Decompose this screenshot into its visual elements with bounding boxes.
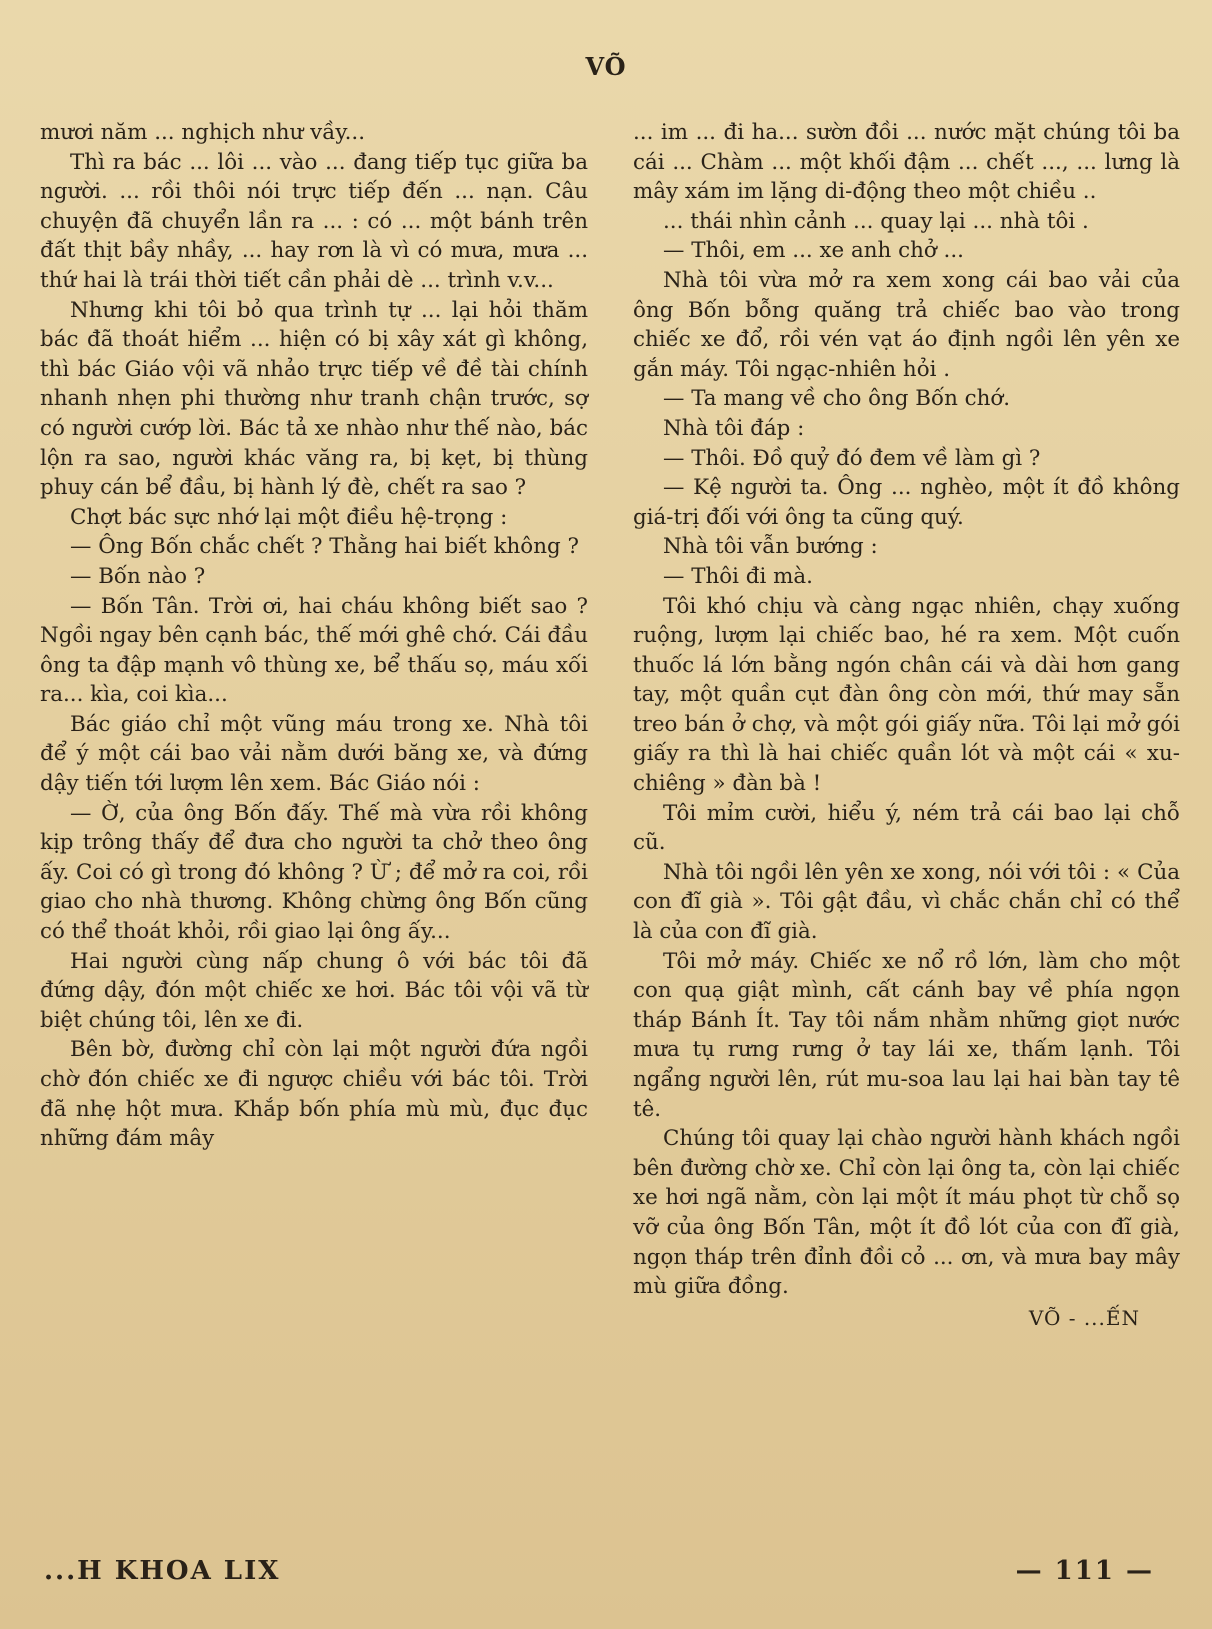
paragraph: Hai người cùng nấp chung ô với bác tôi đã đứng dậy, đón một chiếc xe hơi. Bác tôi vội vã từ biệt chúng tôi, lên xe đi. <box>40 948 588 1033</box>
paragraph: Tôi khó chịu và càng ngạc nhiên, chạy xuống ruộng, lượm lại chiếc bao, hé ra xem. Một cuốn thuốc lá lớn bằng ngón chân cái và dài hơn gang tay, một quần cụt đàn ông còn mới, thứ may sẵn treo bán ở chợ, và một gói giấy nữa. Tôi lại mở gói giấy ra thì là hai chiếc quần lót và một cái « xu-chiêng » đàn bà ! <box>633 593 1180 797</box>
paragraph: — Thôi đi mà. <box>663 563 813 589</box>
paragraph: — Kệ người ta. Ông ... nghèo, một ít đồ không giá-trị đối với ông ta cũng quý. <box>633 475 1180 530</box>
paragraph: Nhà tôi vừa mở ra xem xong cái bao vải của ông Bốn bỗng quăng trả chiếc bao vào trong chiếc xe đổ, rồi vén vạt áo định ngồi lên yên xe gắn máy. Tôi ngạc-nhiên hỏi . <box>633 267 1180 382</box>
paragraph: Tôi mỉm cười, hiểu ý, ném trả cái bao lại chỗ cũ. <box>633 800 1180 856</box>
right-column <box>633 118 1180 1333</box>
paragraph: ... im ... đi ha... sườn đồi ... nước mặt chúng tôi ba cái ... Chàm ... một khối đậm ... chết ..., ... lưng là mây xám im lặng di-động theo một chiều .. <box>633 120 1180 205</box>
paragraph: — Ta mang về cho ông Bốn chớ. <box>663 386 1011 412</box>
page-number: — 111 — <box>1015 1556 1154 1586</box>
paragraph: — Bốn nào ? <box>70 563 206 589</box>
paragraph: Nhà tôi đáp : <box>663 415 805 441</box>
paragraph: Thì ra bác ... lôi ... vào ... đang tiếp tục giữa ba người. ... rồi thôi nói trực tiếp đến ... nạn. Câu chuyện đã chuyển lần ra ... : có ... một bánh trên đất thịt bầy nhầy, ... hay rơn là vì có mưa, mưa ... thứ hai là trái thời tiết cần phải dè ... trình v.v... <box>40 149 588 293</box>
paragraph: Bên bờ, đường chỉ còn lại một người đứa ngồi chờ đón chiếc xe đi ngược chiều với bác tôi. Trời đã nhẹ hột mưa. Khắp bốn phía mù mù, đục đục những đám mây <box>40 1037 588 1152</box>
paragraph: — Thôi. Đồ quỷ đó đem về làm gì ? <box>663 445 1041 471</box>
paragraph: Nhà tôi ngồi lên yên xe xong, nói với tôi : « Của con đĩ già ». Tôi gật đầu, vì chắc chắn chỉ có thể là của con đĩ già. <box>633 859 1180 945</box>
paragraph: Bác giáo chỉ một vũng máu trong xe. Nhà tôi để ý một cái bao vải nằm dưới băng xe, và đứng dậy tiến tới lượm lên xem. Bác Giáo nói : <box>40 711 588 797</box>
paragraph: — Thôi, em ... xe anh chở ... <box>663 238 964 264</box>
magazine-name: ...H KHOA LIX <box>44 1556 281 1586</box>
paragraph: Chợt bác sực nhớ lại một điều hệ-trọng : <box>70 504 508 530</box>
left-column <box>40 118 588 1154</box>
running-head: VÕ <box>585 52 627 81</box>
paragraph: mươi năm ... nghịch như vầy... <box>40 120 365 145</box>
paragraph: Nhưng khi tôi bỏ qua trình tự ... lại hỏi thăm bác đã thoát hiểm ... hiện có bị xây xát gì không, thì bác Giáo vội vã nhảo trực tiếp về đề tài chính nhanh nhẹn phi thường như tranh chận trước, sợ có người cướp lời. Bác tả xe nhào như thế nào, bác lộn ra sao, người khác văng ra, bị kẹt, bị thùng phuy cán bể đầu, bị hành lý đè, chết ra sao ? <box>40 297 588 501</box>
paragraph: — Bốn Tân. Trời ơi, hai cháu không biết sao ? Ngồi ngay bên cạnh bác, thế mới ghê chớ. Cái đầu ông ta đập mạnh vô thùng xe, bể thấu sọ, máu xối ra... kìa, coi kìa... <box>40 593 588 708</box>
paragraph: ... thái nhìn cảnh ... quay lại ... nhà tôi . <box>663 208 1089 234</box>
paragraph: Nhà tôi vẫn bướng : <box>663 534 878 560</box>
paragraph: Chúng tôi quay lại chào người hành khách ngồi bên đường chờ xe. Chỉ còn lại ông ta, còn lại chiếc xe hơi ngã nằm, còn lại một ít máu phọt từ chỗ sọ vỡ của ông Bốn Tân, một ít đồ lót của con đĩ già, ngọn tháp trên đỉnh đồi cỏ ... ơn, và mưa bay mây mù giữa đồng. <box>633 1126 1180 1300</box>
paragraph: Tôi mở máy. Chiếc xe nổ rồ lớn, làm cho một con quạ giật mình, cất cánh bay về phía ngọn tháp Bánh Ít. Tay tôi nắm nhằm những giọt nước mưa tụ rưng rưng ở tay lái xe, thấm lạnh. Tôi ngẩng người lên, rút mu-soa lau lại hai bàn tay tê tê. <box>633 948 1180 1122</box>
author-signature: VÕ - ...ẾN <box>1028 1305 1140 1330</box>
paragraph: — Ông Bốn chắc chết ? Thằng hai biết không ? <box>70 534 579 560</box>
paragraph: — Ờ, của ông Bốn đấy. Thế mà vừa rồi không kịp trông thấy để đưa cho người ta chở theo ông ấy. Coi có gì trong đó không ? Ừ ; để mở ra coi, rồi giao cho nhà thương. Không chừng ông Bốn cũng có thể thoát khỏi, rồi giao lại ông ấy... <box>40 800 588 945</box>
